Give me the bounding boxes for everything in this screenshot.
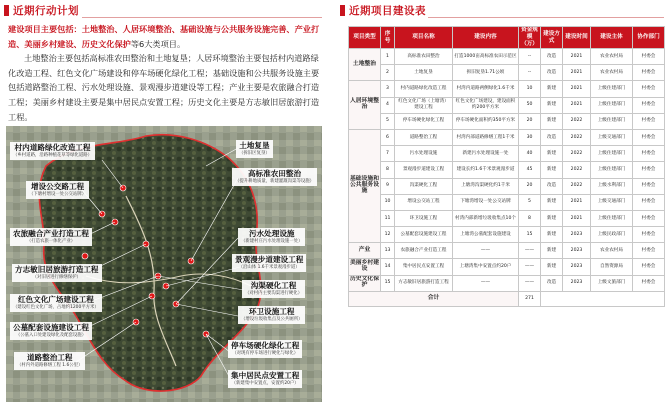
table-header-row [349, 27, 665, 49]
table-cell: 新建 [541, 81, 563, 97]
category-cell: 土地整治 [349, 49, 381, 81]
table-cell: 8 [519, 210, 541, 226]
table-cell: 村湾内部新增垃圾收集点10个 [453, 210, 519, 226]
right-panel [336, 0, 668, 406]
intro-text [8, 22, 320, 124]
table-cell: 打造1000亩高标准农田示范区 [453, 49, 519, 65]
column-header: 序号 [381, 27, 395, 49]
table-cell: 高标准农田整治 [395, 49, 453, 65]
table-cell: 2023 [563, 259, 591, 275]
map-label: 停车场硬化绿化工程 （对现有停车场进行硬化与绿化） [228, 340, 302, 358]
table-cell: 30 [519, 129, 541, 145]
table-row [349, 81, 665, 97]
table-cell: 新建 [541, 227, 563, 243]
table-row [349, 162, 665, 178]
table-cell: 土地复垦 [395, 65, 453, 81]
table-cell: 红色文化广场（上塘湾）建设工程 [395, 97, 453, 113]
table-cell: 15 [519, 227, 541, 243]
table-cell: 农业农村局 [591, 49, 633, 65]
table-cell: 2021 [563, 97, 591, 113]
table-cell: 农旅融合产业打造工程 [395, 243, 453, 259]
table-row [349, 194, 665, 210]
column-header: 项目类型 [349, 27, 381, 49]
table-row [349, 113, 665, 129]
table-row [349, 275, 665, 291]
table-cell: 8 [381, 162, 395, 178]
table-cell: 15 [381, 275, 395, 291]
map-label: 村内道路绿化改造工程 （乡村道路，沿路种植花草等绿化道路） [10, 142, 95, 160]
table-row [349, 65, 665, 81]
table-cell: 村委会 [633, 178, 665, 194]
table-cell: 新建 [541, 97, 563, 113]
table-cell: 新建 [541, 210, 563, 226]
table-cell: 村委会 [633, 97, 665, 113]
category-cell: 基础设施和公共服务设施 [349, 129, 381, 242]
map-label: 方志敏旧居旅游打造工程 （对旧居进行修缮保护） [12, 264, 102, 282]
table-cell: 上塘湾沟渠硬化约1千米 [453, 178, 519, 194]
table-cell: 上级住建部门 [591, 97, 633, 113]
table-cell: 村委会 [633, 81, 665, 97]
project-table [348, 26, 665, 307]
table-cell: 14 [381, 259, 395, 275]
table-cell: 2 [381, 65, 395, 81]
table-row [349, 146, 665, 162]
category-cell: 历史文化保护 [349, 275, 381, 291]
table-cell: 2021 [563, 194, 591, 210]
table-cell: 改造 [541, 49, 563, 65]
table-cell: 环卫设施工程 [395, 210, 453, 226]
table-cell: 村委会 [633, 49, 665, 65]
table-cell: 村委会 [633, 65, 665, 81]
table-row [349, 243, 665, 259]
table-cell: 改造 [541, 129, 563, 145]
table-cell: 上级民政部门 [591, 227, 633, 243]
section-divider [82, 17, 322, 18]
table-cell: 上级交通部门 [591, 194, 633, 210]
table-cell: 改造 [541, 65, 563, 81]
table-row [349, 97, 665, 113]
table-cell: 11 [381, 210, 395, 226]
table-cell: -- [519, 49, 541, 65]
column-header: 建设时间 [563, 27, 591, 49]
table-cell: 新建 [541, 113, 563, 129]
table-cell: 增设公交站工程 [395, 194, 453, 210]
table-cell: 10 [381, 194, 395, 210]
table-body [349, 49, 665, 307]
table-cell: 3 [381, 81, 395, 97]
map-label: 农旅融合产业打造工程 （打造农旅一体化产业） [10, 228, 92, 246]
table-cell: 新建 [541, 162, 563, 178]
table-cell: 2022 [563, 146, 591, 162]
table-cell: 村委会 [633, 210, 665, 226]
table-row [349, 259, 665, 275]
column-header: 资金规模（万） [519, 27, 541, 49]
table-cell: 5 [381, 113, 395, 129]
table-row [349, 210, 665, 226]
table-cell: 沟渠硬化工程 [395, 178, 453, 194]
table-cell: 上级住建部门 [591, 146, 633, 162]
table-cell: —— [519, 275, 541, 291]
total-amount-cell: 271 [519, 291, 541, 306]
section-marker-icon [340, 5, 345, 16]
table-row [349, 227, 665, 243]
table-cell: 公墓配套设施建设工程 [395, 227, 453, 243]
section-title: 近期项目建设表 [349, 4, 426, 17]
intro-paragraph [8, 22, 320, 51]
table-cell: 村湾内道路两侧绿化1.6千米 [453, 81, 519, 97]
table-cell: 拆旧复垦1.71公顷 [453, 65, 519, 81]
total-row [349, 291, 665, 306]
table-cell: 上级住建部门 [591, 113, 633, 129]
table-cell: 村委会 [633, 162, 665, 178]
left-panel [0, 0, 328, 406]
intro-suffix: 等6大类项目。 [130, 38, 186, 49]
map-label: 景观漫步道建设工程 （沿山体 1.6千米景观漫步道） [232, 254, 306, 272]
table-cell: 停车场硬化面积约350平方米 [453, 113, 519, 129]
table-cell: 上级住建部门 [591, 81, 633, 97]
table-cell: 2021 [563, 65, 591, 81]
table-cell: 村湾内部道路修缮工程1千米 [453, 129, 519, 145]
planning-map [6, 126, 322, 402]
map-label: 环卫设施工程 （增设垃圾收集点及公共厕所） [238, 306, 305, 324]
table-cell: -- [519, 65, 541, 81]
table-cell: 9 [381, 178, 395, 194]
detail-paragraph: 土地整治主要包括高标准农田整治和土地复垦；人居环境整治主要包括村内道路绿化改造工程、红色文化广场建设和停车场硬化绿化工程；基础设施和公共服务设施主要包括道路整治工程、污水处理设施、景观漫步道建设等工程；产业主要是农旅融合打造工程；美丽乡村建设主要是集中居民点安置工程；历史文化主要是方志敏旧居旅游打造工程。 [8, 53, 320, 122]
table-cell: 13 [381, 243, 395, 259]
table-cell: 下塘湾增设一处公交站牌 [453, 194, 519, 210]
column-header: 建设内容 [453, 27, 519, 49]
category-cell: 产业 [349, 243, 381, 259]
map-label: 道路整治工程 （村内外道路修缮工程 1.6公里） [14, 352, 85, 370]
table-cell: 村委会 [633, 259, 665, 275]
table-cell: 2022 [563, 162, 591, 178]
table-cell: 景观漫步道建设工程 [395, 162, 453, 178]
map-label: 公墓配套设施建设工程 （公墓入口处建设绿化及配套设施） [10, 322, 92, 340]
table-cell: —— [519, 259, 541, 275]
table-cell: 红色文化广场建设，建设面积约200平方米 [453, 97, 519, 113]
table-cell: 停车场硬化绿化工程 [395, 113, 453, 129]
table-cell: 上级文旅部门 [591, 275, 633, 291]
table-cell: 2021 [563, 49, 591, 65]
map-label: 高标准农田整治 （提升耕地质量，新建灌溉沟渠等设施） [232, 168, 317, 186]
table-cell: 上级住建部门 [591, 162, 633, 178]
table-cell: 2021 [563, 81, 591, 97]
table-cell: 7 [381, 146, 395, 162]
intro-prefix: 建设项目主要包括： [8, 24, 82, 34]
table-cell: 2022 [563, 129, 591, 145]
table-cell: 村委会 [633, 227, 665, 243]
table-cell: 建设长约1.6千米景观漫步道 [453, 162, 519, 178]
table-cell [541, 291, 665, 306]
table-cell: 道路整治工程 [395, 129, 453, 145]
table-cell: 2023 [563, 243, 591, 259]
table-cell: 2023 [563, 275, 591, 291]
table-cell: 5 [519, 194, 541, 210]
map-label: 土地复垦 （拆旧区复垦） [236, 140, 273, 158]
column-header: 协作部门 [633, 27, 665, 49]
table-cell: 2022 [563, 113, 591, 129]
column-header: 建设主体 [591, 27, 633, 49]
table-cell: 12 [381, 227, 395, 243]
table-cell: 上级住建部门 [591, 210, 633, 226]
table-cell: —— [453, 243, 519, 259]
category-cell: 美丽乡村建设 [349, 259, 381, 275]
table-cell: 2023 [563, 227, 591, 243]
table-cell: 2022 [563, 178, 591, 194]
intro-highlight: 土地整治、人居环境整治、基础设施与公共服务设施完善、产业打造、美丽乡村建设、历史文化保护 [8, 24, 320, 49]
table-cell: 新建 [541, 243, 563, 259]
table-cell: 村委会 [633, 129, 665, 145]
table-cell: 40 [519, 146, 541, 162]
table-cell: 上塘湾集中安置点约20户 [453, 259, 519, 275]
table-cell: 村内道路绿化改造工程 [395, 81, 453, 97]
table-cell: 上级交通部门 [591, 129, 633, 145]
table-cell: 新建 [541, 259, 563, 275]
table-cell: 改造 [541, 275, 563, 291]
table-row [349, 129, 665, 145]
table-cell: 村委会 [633, 275, 665, 291]
table-row [349, 178, 665, 194]
map-label: 集中居民点安置工程 （新建集中安置点，安置约20户） [228, 370, 302, 388]
table-cell: 2021 [563, 210, 591, 226]
table-cell: —— [519, 243, 541, 259]
table-cell: 新建污水处理设施一处 [453, 146, 519, 162]
table-cell: 农业农村局 [591, 243, 633, 259]
section-divider [428, 17, 664, 18]
table-cell: 上塘湾公墓配套设施建设 [453, 227, 519, 243]
table-cell: 20 [519, 113, 541, 129]
table-cell: 45 [519, 162, 541, 178]
table-cell: 村委会 [633, 146, 665, 162]
table-cell: 污水处理设施 [395, 146, 453, 162]
table-cell: 自然资源局 [591, 259, 633, 275]
column-header: 建设方式 [541, 27, 563, 49]
column-header: 项目名称 [395, 27, 453, 49]
table-cell: 1 [381, 49, 395, 65]
category-cell: 人居环境整治 [349, 81, 381, 130]
map-label: 沟渠硬化工程 （对村内主要沟渠进行硬化） [242, 280, 305, 298]
map-label: 污水处理设施 （新建村庄污水处理设施一处） [238, 228, 305, 246]
map-label: 红色文化广场建设工程 （建设红色文化广场，占地约1200平方米） [10, 294, 102, 312]
table-cell: 新建 [541, 146, 563, 162]
table-cell: 村委会 [633, 113, 665, 129]
table-cell: 村委会 [633, 194, 665, 210]
map-label: 增设公交路工程 （下塘村增设一处公交站牌） [26, 181, 89, 199]
table-row [349, 49, 665, 65]
total-label-cell: 合计 [349, 291, 519, 306]
section-title: 近期行动计划 [13, 4, 79, 17]
table-cell: 上级水利部门 [591, 178, 633, 194]
table-cell: 20 [519, 178, 541, 194]
table-cell: 农业农村局 [591, 65, 633, 81]
table-cell: 集中居民点安置工程 [395, 259, 453, 275]
table-cell: 6 [381, 129, 395, 145]
table-cell: 改造 [541, 178, 563, 194]
table-cell: 村委会 [633, 243, 665, 259]
table-cell: 50 [519, 97, 541, 113]
table-cell: 10 [519, 81, 541, 97]
table-cell: 方志敏旧居旅游打造工程 [395, 275, 453, 291]
section-marker-icon [4, 5, 9, 16]
table-cell: —— [453, 275, 519, 291]
table-cell: 新建 [541, 194, 563, 210]
table-cell: 4 [381, 97, 395, 113]
